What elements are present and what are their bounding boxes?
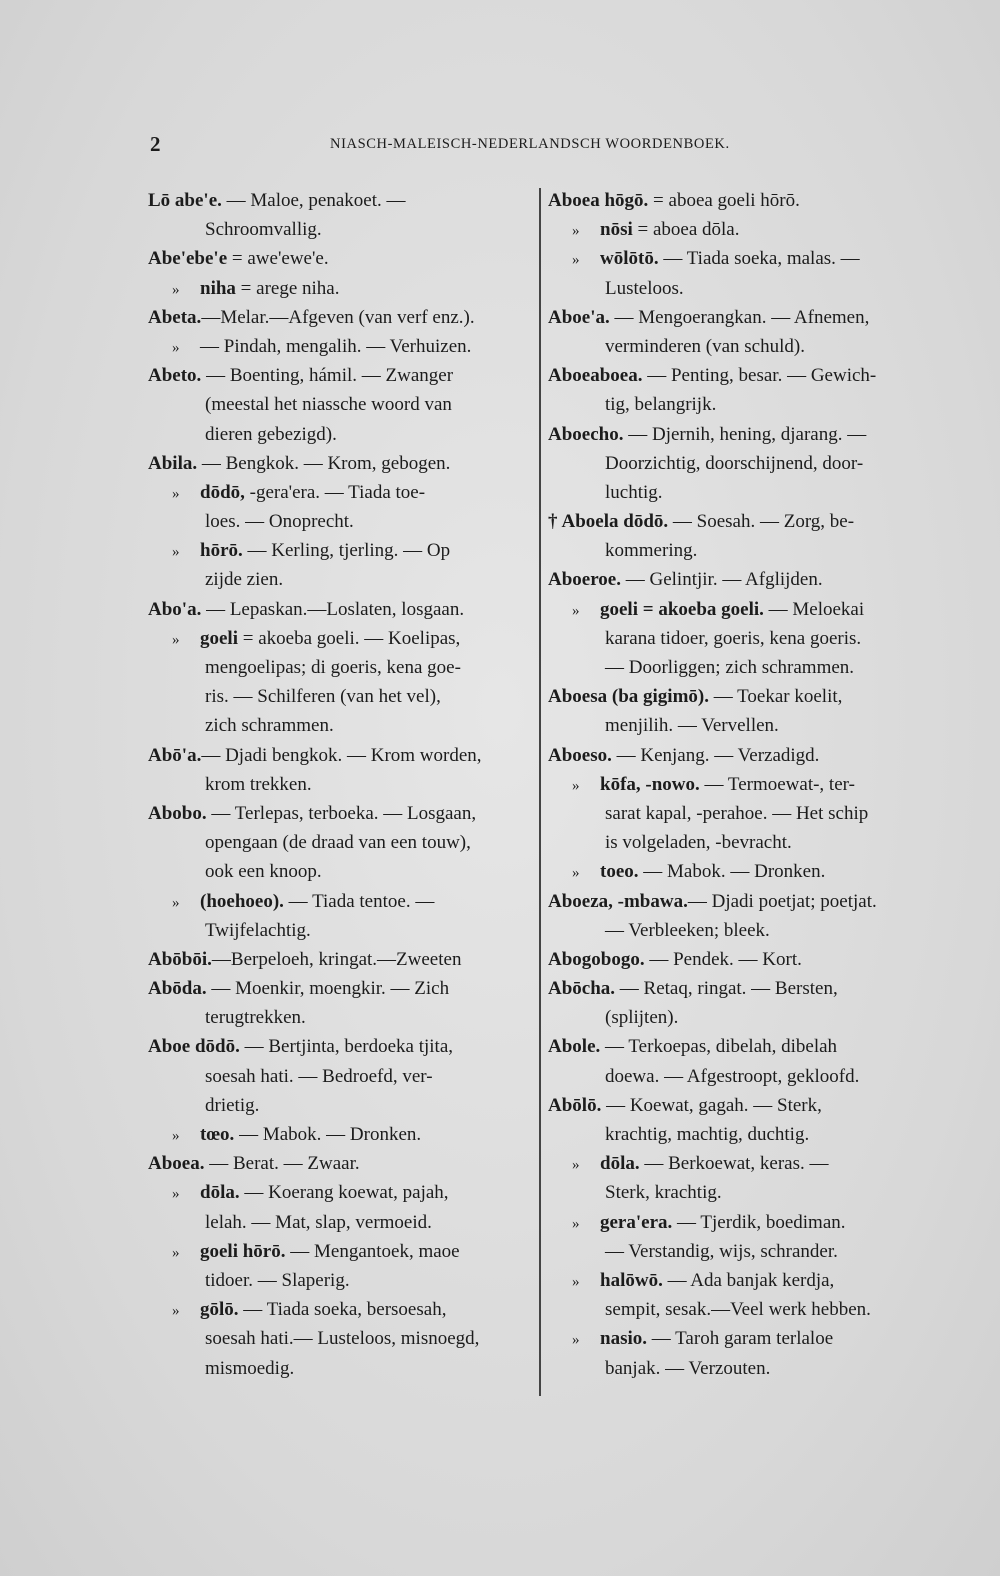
entry-line (548, 1178, 933, 1207)
entry-line (548, 1295, 933, 1324)
definition-text: — Penting, besar. — Gewich- (642, 365, 877, 387)
headword: Abeta. (148, 306, 202, 328)
definition-text: is volgeladen, -bevracht. (605, 832, 792, 854)
headword: kōfa, -nowo. (600, 773, 700, 795)
headword: gera'era. (600, 1211, 673, 1233)
ditto-marker: » (172, 1128, 180, 1144)
definition-text: — Taroh garam terlaloe (647, 1328, 834, 1350)
entry-line (548, 215, 933, 244)
headword: Lō abe'e. (148, 190, 222, 211)
headword: Aboea hōgō. (548, 190, 649, 211)
definition-text: = arege niha. (235, 277, 340, 299)
entry-line (148, 624, 533, 653)
definition-text: — Verbleeken; bleek. (605, 919, 770, 941)
definition-text: —Melar.—Afgeven (van verf enz.). (201, 306, 475, 328)
entry-line (148, 478, 533, 507)
entry-line (548, 945, 933, 974)
definition-text: — Toekar koelit, (708, 686, 843, 708)
headword: goeli = akoeba goeli. (600, 598, 764, 620)
definition-text: (splijten). (605, 1007, 679, 1029)
headword: Aboeroe. (548, 569, 621, 591)
entry-line (148, 303, 533, 332)
definition-text: — Kenjang. — Verzadigd. (611, 744, 820, 766)
definition-text: — Bertjinta, berdoeka tjita, (239, 1036, 454, 1058)
entry-line (548, 799, 933, 828)
definition-text: krom trekken. (205, 773, 312, 795)
definition-text: drietig. (205, 1094, 260, 1116)
headword: Aboeaboea. (548, 365, 643, 387)
definition-text: — Pindah, mengalih. — Verhuizen. (200, 335, 472, 357)
definition-text: = awe'ewe'e. (227, 248, 329, 270)
definition-text: — Koewat, gagah. — Sterk, (601, 1094, 822, 1116)
entry-line (548, 857, 933, 886)
definition-text: — Mabok. — Dronken. (234, 1124, 422, 1145)
right-column (548, 186, 933, 1383)
definition-text: — Berkoewat, keras. — (639, 1153, 829, 1175)
entry-line (148, 682, 533, 711)
entry-line (148, 449, 533, 478)
definition-text: -gera'era. — Tiada toe- (244, 481, 426, 503)
entry-line (548, 1062, 933, 1091)
ditto-marker: » (172, 485, 180, 502)
entry-line (148, 945, 533, 974)
entry-line (148, 361, 533, 390)
headword: Aboea. (148, 1153, 205, 1175)
ditto-marker: » (572, 1273, 580, 1290)
entry-line (548, 1091, 933, 1120)
entry-line (548, 420, 933, 449)
definition-text: — Koerang koewat, pajah, (239, 1182, 449, 1204)
definition-text: verminderen (van schuld). (605, 335, 805, 357)
definition-text: soesah hati. — Bedroefd, ver- (205, 1065, 433, 1087)
entry-line (548, 1120, 933, 1149)
dagger-mark: † (548, 511, 558, 533)
entry-line (148, 595, 533, 624)
definition-text: opengaan (de draad van een touw), (205, 832, 471, 854)
entry-line (548, 361, 933, 390)
definition-text: — Tiada tentoe. — (283, 890, 435, 912)
entry-line (148, 741, 533, 770)
definition-text: = akoeba goeli. — Koelipas, (238, 627, 461, 649)
definition-text: — Kerling, tjerling. — Op (242, 540, 451, 562)
entry-line (148, 770, 533, 799)
entry-line (548, 507, 933, 536)
entry-line (148, 653, 533, 682)
definition-text: lelah. — Mat, slap, vermoeid. (205, 1211, 432, 1233)
entry-line (148, 1237, 533, 1266)
definition-text: = aboea dōla. (632, 219, 740, 241)
definition-text: — Terkoepas, dibelah, dibelah (600, 1036, 838, 1058)
entry-line (548, 1003, 933, 1032)
entry-line (548, 1149, 933, 1178)
definition-text: Lusteloos. (605, 277, 684, 299)
headword: halōwō. (600, 1269, 663, 1291)
headword: Aboeza, -mbawa. (548, 890, 688, 912)
running-title: NIASCH-MALEISCH-NEDERLANDSCH WOORDENBOEK. (330, 136, 730, 152)
definition-text: Doorzichtig, doorschijnend, door- (605, 452, 864, 474)
definition-text: — Doorliggen; zich schrammen. (605, 657, 855, 678)
ditto-marker: » (572, 1157, 580, 1174)
entry-line (548, 1208, 933, 1237)
entry-line (548, 1354, 933, 1383)
headword: Aboecho. (548, 423, 624, 445)
definition-text: karana tidoer, goeris, kena goeris. (605, 627, 862, 649)
headword: niha (200, 277, 236, 299)
definition-text: zich schrammen. (205, 715, 334, 737)
definition-text: krachtig, machtig, duchtig. (605, 1124, 810, 1145)
definition-text: — Mengoerangkan. — Afnemen, (609, 306, 870, 328)
headword: Abila. (148, 452, 198, 474)
entry-line (548, 711, 933, 740)
definition-text: Sterk, krachtig. (605, 1182, 722, 1204)
definition-text: Schroomvallig. (205, 219, 322, 241)
entry-line (148, 565, 533, 594)
headword: Abole. (548, 1036, 601, 1058)
headword: dōdō, (200, 481, 245, 503)
definition-text: — Boenting, hámil. — Zwanger (201, 365, 454, 387)
entry-line (548, 653, 933, 682)
definition-text: — Bengkok. — Krom, gebogen. (197, 452, 451, 474)
entry-line (548, 1032, 933, 1061)
definition-text: ris. — Schilferen (van het vel), (205, 686, 441, 708)
entry-line (548, 390, 933, 419)
headword: (hoehoeo). (200, 890, 284, 912)
entry-line (148, 974, 533, 1003)
entry-line (548, 449, 933, 478)
entry-line (148, 711, 533, 740)
definition-text: kommering. (605, 540, 698, 562)
definition-text: mengoelipas; di goeris, kena goe- (205, 657, 461, 678)
page-number: 2 (150, 132, 161, 156)
definition-text: — Tjerdik, boediman. (672, 1211, 846, 1233)
entry-line (548, 741, 933, 770)
definition-text: — Tiada soeka, bersoesah, (238, 1299, 447, 1321)
headword: goeli (200, 627, 238, 649)
definition-text: menjilih. — Vervellen. (605, 715, 779, 737)
entry-line (548, 565, 933, 594)
headword: Aboeso. (548, 744, 612, 766)
entry-line (548, 1324, 933, 1353)
entry-line (548, 828, 933, 857)
ditto-marker: » (572, 865, 580, 882)
definition-text: — Tiada soeka, malas. — (658, 248, 860, 270)
entry-line (148, 857, 533, 886)
entry-line (548, 303, 933, 332)
headword: nōsi (600, 219, 633, 241)
entry-line (148, 420, 533, 449)
headword: wōlōtō. (600, 248, 659, 270)
definition-text: — Moenkir, moengkir. — Zich (206, 978, 450, 1000)
definition-text: — Meloekai (763, 598, 865, 620)
headword: Aboela dōdō. (561, 511, 669, 533)
ditto-marker: » (572, 777, 580, 794)
definition-text: —Berpeloeh, kringat.—Zweeten (211, 948, 462, 970)
definition-text: terugtrekken. (205, 1007, 306, 1029)
entry-line (548, 274, 933, 303)
headword: hōrō. (200, 540, 243, 562)
headword: nasio. (600, 1328, 647, 1350)
definition-text: Twijfelachtig. (205, 919, 311, 941)
ditto-marker: » (572, 223, 580, 240)
entry-line (548, 887, 933, 916)
entry-line (148, 1062, 533, 1091)
entry-line (148, 536, 533, 565)
definition-text: banjak. — Verzouten. (605, 1357, 771, 1379)
definition-text: (meestal het niassche woord van (205, 394, 452, 416)
headword: Abogobogo. (548, 948, 645, 970)
entry-line (148, 887, 533, 916)
entry-line (148, 186, 533, 215)
entry-line (148, 507, 533, 536)
entry-line (148, 916, 533, 945)
entry-line (548, 186, 933, 215)
headword: Abobo. (148, 802, 207, 824)
definition-text: — Djadi poetjat; poetjat. (687, 890, 877, 912)
headword: gōlō. (200, 1299, 239, 1321)
ditto-marker: » (572, 1332, 580, 1349)
headword: Abōda. (148, 978, 207, 1000)
entry-line (148, 1208, 533, 1237)
entry-line (548, 332, 933, 361)
entry-line (148, 1266, 533, 1295)
entry-line (148, 390, 533, 419)
ditto-marker: » (172, 1244, 180, 1261)
entry-line (548, 682, 933, 711)
definition-text: mismoedig. (205, 1357, 295, 1379)
definition-text: tig, belangrijk. (605, 394, 717, 416)
ditto-marker: » (172, 1303, 180, 1320)
entry-line (148, 1178, 533, 1207)
definition-text: ook een knoop. (205, 861, 322, 883)
headword: Aboe dōdō. (148, 1036, 240, 1058)
definition-text: — Terlepas, terboeka. — Losgaan, (206, 802, 477, 824)
ditto-marker: » (172, 281, 180, 298)
entry-line (148, 1354, 533, 1383)
entry-line (148, 274, 533, 303)
definition-text: = aboea goeli hōrō. (648, 190, 800, 211)
headword: Abōbōi. (148, 948, 212, 970)
definition-text: — Djadi bengkok. — Krom worden, (201, 744, 482, 766)
entry-line (148, 799, 533, 828)
definition-text: — Berat. — Zwaar. (204, 1153, 360, 1175)
entry-line (148, 1324, 533, 1353)
definition-text: zijde zien. (205, 569, 284, 591)
entry-line (548, 536, 933, 565)
ditto-marker: » (172, 894, 180, 911)
headword: tœo. (200, 1124, 235, 1145)
definition-text: dieren gebezigd). (205, 423, 337, 445)
headword: Abeto. (148, 365, 202, 387)
definition-text: — Djernih, hening, djarang. — (623, 423, 867, 445)
ditto-marker: » (172, 631, 180, 648)
entry-line (148, 1003, 533, 1032)
ditto-marker: » (572, 602, 580, 619)
definition-text: sempit, sesak.—Veel werk hebben. (605, 1299, 871, 1321)
ditto-marker: » (172, 339, 180, 356)
entry-line (148, 1091, 533, 1120)
entry-line (548, 244, 933, 273)
definition-text: — Mengantoek, maoe (285, 1240, 460, 1262)
headword: Abōcha. (548, 978, 616, 1000)
definition-text: — Mabok. — Dronken. (638, 861, 826, 883)
headword: dōla. (200, 1182, 240, 1204)
headword: Abo'a. (148, 598, 202, 620)
entry-line (548, 595, 933, 624)
headword: Aboesa (ba gigimō). (548, 686, 709, 708)
definition-text: luchtig. (605, 481, 663, 503)
ditto-marker: » (572, 252, 580, 269)
headword: dōla. (600, 1153, 640, 1175)
headword: goeli hōrō. (200, 1240, 286, 1262)
left-column (148, 186, 533, 1383)
definition-text: — Termoewat-, ter- (699, 773, 855, 795)
definition-text: — Maloe, penakoet. — (221, 190, 406, 211)
entry-line (548, 1266, 933, 1295)
entry-line (148, 1032, 533, 1061)
definition-text: — Verstandig, wijs, schrander. (605, 1240, 838, 1262)
entry-line (548, 974, 933, 1003)
entry-line (148, 828, 533, 857)
entry-line (548, 1237, 933, 1266)
headword: Abe'ebe'e (148, 248, 228, 270)
entry-line (548, 770, 933, 799)
headword: Abō'a. (148, 744, 202, 766)
definition-text: tidoer. — Slaperig. (205, 1269, 350, 1291)
headword: Abōlō. (548, 1094, 602, 1116)
ditto-marker: » (172, 1186, 180, 1203)
definition-text: soesah hati.— Lusteloos, misnoegd, (205, 1328, 480, 1350)
ditto-marker: » (172, 544, 180, 561)
definition-text: — Pendek. — Kort. (644, 948, 802, 970)
headword: toeo. (600, 861, 639, 883)
definition-text: — Lepaskan.—Loslaten, losgaan. (201, 598, 465, 620)
entry-line (148, 1120, 533, 1149)
entry-line (548, 624, 933, 653)
definition-text: doewa. — Afgestroopt, gekloofd. (605, 1065, 860, 1087)
definition-text: sarat kapal, -perahoe. — Het schip (605, 802, 869, 824)
ditto-marker: » (572, 1215, 580, 1232)
entry-line (148, 1149, 533, 1178)
entry-line (148, 1295, 533, 1324)
entry-line (148, 332, 533, 361)
entry-line (548, 478, 933, 507)
column-divider (539, 188, 541, 1396)
headword: Aboe'a. (548, 306, 610, 328)
definition-text: loes. — Onoprecht. (205, 511, 354, 533)
entry-line (148, 244, 533, 273)
entry-line (548, 916, 933, 945)
definition-text: — Soesah. — Zorg, be- (668, 511, 855, 533)
definition-text: — Gelintjir. — Afglijden. (621, 569, 823, 591)
entry-line (148, 215, 533, 244)
definition-text: — Retaq, ringat. — Bersten, (615, 978, 838, 1000)
definition-text: — Ada banjak kerdja, (662, 1269, 835, 1291)
